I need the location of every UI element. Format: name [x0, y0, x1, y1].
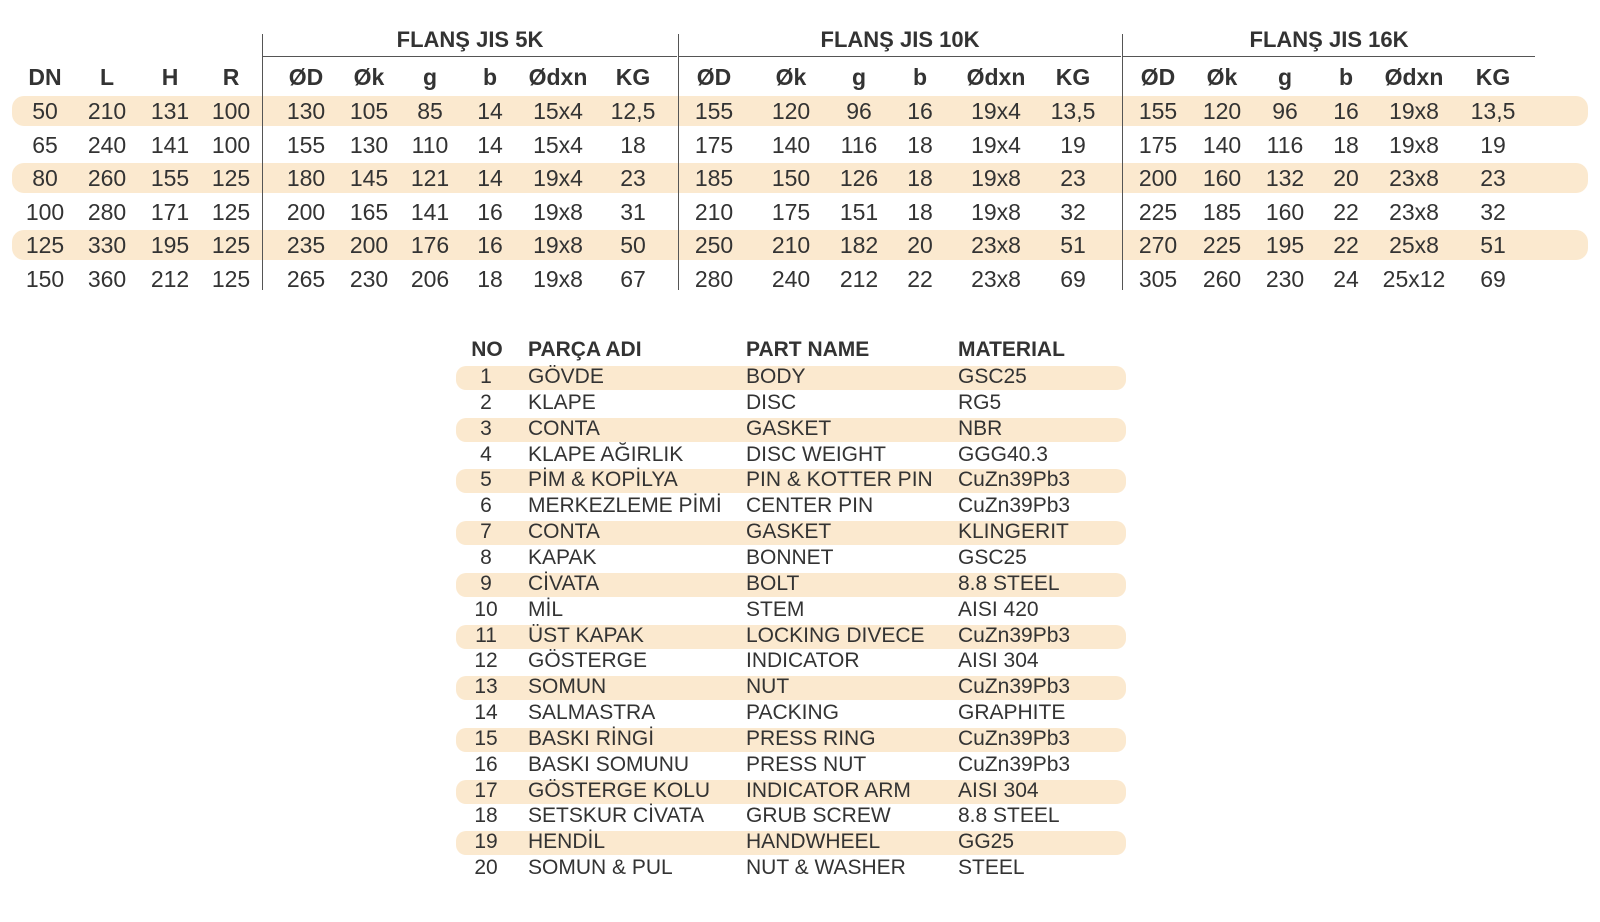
table-cell: 16 [474, 752, 498, 776]
table-cell: HENDİL [528, 830, 606, 854]
table-cell: PACKING [746, 701, 839, 725]
table-cell: BOLT [746, 571, 800, 595]
table-cell: 14 [474, 701, 498, 725]
table-cell: 305 [1138, 266, 1178, 292]
column-header: Øk [1206, 64, 1238, 90]
table-cell: 19x8 [971, 198, 1021, 225]
table-cell: 18 [907, 198, 933, 225]
table-cell: 8.8 STEEL [958, 804, 1060, 828]
table-cell: CuZn39Pb3 [958, 468, 1071, 492]
table-cell: 140 [771, 131, 811, 158]
group-underline [263, 56, 677, 57]
table-cell: GÖSTERGE [528, 649, 648, 673]
table-cell: RG5 [958, 390, 1002, 414]
table-cell: 16 [907, 98, 933, 124]
table-cell: 150 [771, 165, 811, 192]
table-cell: 19x8 [1389, 131, 1439, 158]
table-cell: 175 [771, 198, 811, 225]
table-cell: 18 [907, 165, 933, 192]
table-cell: 14 [477, 165, 503, 192]
table-cell: 32 [1060, 198, 1086, 225]
table-cell: ÜST KAPAK [528, 623, 644, 647]
table-cell: KAPAK [528, 545, 597, 569]
table-cell: 100 [25, 198, 65, 225]
table-cell: 171 [150, 198, 190, 225]
table-cell: 100 [211, 98, 251, 124]
table-cell: 16 [477, 232, 503, 259]
table-cell: 280 [87, 198, 127, 225]
table-cell: BONNET [746, 545, 834, 569]
column-header: Ødxn [528, 64, 588, 90]
table-cell: 100 [211, 131, 251, 158]
table-cell: DISC WEIGHT [746, 442, 886, 466]
table-cell: AISI 304 [958, 649, 1039, 673]
table-cell: 130 [349, 131, 389, 158]
table-cell: 240 [771, 266, 811, 292]
table-cell: 120 [771, 98, 811, 124]
table-cell: 15x4 [533, 98, 583, 124]
table-cell: 180 [286, 165, 326, 192]
table-cell: 22 [1333, 232, 1359, 259]
parts-list-table [456, 332, 1136, 892]
table-cell: GSC25 [958, 545, 1027, 569]
table-cell: 19x8 [533, 198, 583, 225]
table-cell: 125 [211, 266, 251, 292]
table-cell: BASKI SOMUNU [528, 752, 690, 776]
table-cell: 235 [286, 232, 326, 259]
table-cell: 110 [411, 131, 449, 158]
table-cell: 176 [410, 232, 450, 259]
column-header: b [1338, 64, 1354, 90]
column-header: g [851, 64, 867, 90]
table-cell: CuZn39Pb3 [958, 623, 1071, 647]
column-header: NO [471, 338, 503, 361]
table-cell: 19 [1060, 131, 1086, 158]
table-cell: 18 [1333, 131, 1359, 158]
column-header: g [422, 64, 438, 90]
table-cell: 212 [150, 266, 190, 292]
table-cell: 8.8 STEEL [958, 571, 1060, 595]
table-cell: 240 [87, 131, 127, 158]
table-cell: 121 [410, 165, 450, 192]
table-cell: DISC [746, 390, 797, 414]
group-underline [679, 56, 1121, 57]
group-title: FLANŞ JIS 16K [1249, 27, 1409, 52]
table-cell: 250 [694, 232, 734, 259]
table-cell: MİL [528, 597, 564, 621]
column-header: ØD [288, 64, 324, 90]
table-cell: 210 [694, 198, 734, 225]
table-cell: 13,5 [1470, 98, 1516, 124]
table-cell: 160 [1202, 165, 1242, 192]
column-header: ØD [696, 64, 732, 90]
table-cell: 19x4 [971, 98, 1021, 124]
table-cell: 165 [349, 198, 389, 225]
column-header: H [161, 64, 179, 90]
table-cell: 67 [620, 266, 646, 292]
table-cell: 210 [771, 232, 811, 259]
table-cell: 32 [1480, 198, 1506, 225]
column-header: Øk [353, 64, 385, 90]
table-cell: 20 [907, 232, 933, 259]
table-cell: SOMUN [528, 675, 607, 699]
table-cell: 9 [480, 571, 492, 595]
table-cell: 330 [87, 232, 127, 259]
table-cell: 155 [1138, 98, 1178, 124]
table-cell: INDICATOR ARM [746, 778, 911, 802]
table-cell: KLINGERIT [958, 520, 1069, 544]
table-cell: 23x8 [1389, 165, 1439, 192]
group-underline [1123, 56, 1535, 57]
table-cell: 140 [1202, 131, 1242, 158]
table-cell: 23x8 [971, 232, 1021, 259]
table-cell: 25x12 [1382, 266, 1446, 292]
table-cell: 65 [32, 131, 58, 158]
table-cell: NUT [746, 675, 790, 699]
column-header: MATERIAL [958, 338, 1065, 361]
table-cell: 18 [477, 266, 503, 292]
column-header: KG [1055, 64, 1091, 90]
table-cell: 5 [480, 468, 492, 492]
table-cell: 14 [477, 98, 503, 124]
table-cell: 3 [480, 416, 492, 440]
table-cell: 16 [477, 198, 503, 225]
table-cell: CuZn39Pb3 [958, 494, 1071, 518]
table-cell: 23x8 [1389, 198, 1439, 225]
table-cell: 13 [474, 675, 498, 699]
table-cell: 155 [694, 98, 734, 124]
table-cell: 80 [32, 165, 58, 192]
table-cell: LOCKING DIVECE [746, 623, 925, 647]
table-cell: 23 [620, 165, 646, 192]
table-cell: 155 [150, 165, 190, 192]
column-header: KG [615, 64, 651, 90]
table-cell: 12 [474, 649, 498, 673]
table-cell: 22 [907, 266, 933, 292]
table-cell: 125 [211, 198, 251, 225]
table-cell: CONTA [528, 416, 600, 440]
table-cell: KLAPE [528, 390, 596, 414]
table-cell: 15 [474, 726, 498, 750]
table-cell: 13,5 [1050, 98, 1096, 124]
table-cell: 230 [1265, 266, 1305, 292]
table-cell: 31 [620, 198, 646, 225]
column-header: KG [1475, 64, 1511, 90]
table-cell: 6 [480, 494, 492, 518]
table-cell: 116 [840, 131, 878, 158]
table-cell: 7 [480, 520, 492, 544]
table-cell: 155 [286, 131, 326, 158]
table-cell: 260 [1202, 266, 1242, 292]
column-header: Ødxn [1384, 64, 1444, 90]
table-cell: 200 [1138, 165, 1178, 192]
column-header: R [222, 64, 240, 90]
table-cell: 96 [1272, 98, 1298, 124]
table-cell: 10 [474, 597, 498, 621]
table-cell: 15x4 [533, 131, 583, 158]
table-cell: 130 [286, 98, 326, 124]
table-cell: GASKET [746, 416, 832, 440]
table-cell: 24 [1333, 266, 1359, 292]
column-header: Øk [775, 64, 807, 90]
table-cell: 19 [474, 830, 498, 854]
table-cell: 160 [1265, 198, 1305, 225]
table-cell: 19x8 [1389, 98, 1439, 124]
table-cell: 96 [846, 98, 872, 124]
column-header: ØD [1140, 64, 1176, 90]
column-header: DN [28, 64, 62, 90]
column-header: PART NAME [746, 338, 870, 361]
table-cell: 270 [1138, 232, 1178, 259]
flange-dimensions-table [12, 20, 1588, 302]
table-cell: 116 [1266, 131, 1304, 158]
table-cell: GG25 [958, 830, 1015, 854]
table-cell: PRESS NUT [746, 752, 867, 776]
table-cell: 141 [410, 198, 450, 225]
table-cell: 19x8 [533, 232, 583, 259]
table-cell: 200 [286, 198, 326, 225]
table-cell: 125 [211, 165, 251, 192]
table-cell: 210 [87, 98, 127, 124]
table-cell: 1 [480, 365, 492, 388]
table-cell: 69 [1480, 266, 1506, 292]
table-cell: 20 [1333, 165, 1359, 192]
table-cell: 126 [839, 165, 879, 192]
table-cell: 69 [1060, 266, 1086, 292]
table-cell: GRAPHITE [958, 701, 1066, 725]
table-cell: 23 [1480, 165, 1506, 192]
table-cell: PRESS RING [746, 726, 876, 750]
table-cell: 23 [1060, 165, 1086, 192]
table-cell: INDICATOR [746, 649, 860, 673]
table-cell: 19x4 [971, 131, 1021, 158]
table-cell: 225 [1202, 232, 1242, 259]
table-cell: 360 [87, 266, 127, 292]
table-cell: 50 [32, 98, 58, 124]
table-cell: 19x8 [971, 165, 1021, 192]
column-header: Ødxn [966, 64, 1026, 90]
column-header: b [912, 64, 928, 90]
table-cell: GÖSTERGE KOLU [528, 778, 711, 802]
table-cell: 19x4 [533, 165, 583, 192]
column-header: PARÇA ADI [528, 338, 642, 361]
table-cell: 22 [1333, 198, 1359, 225]
table-cell: 25x8 [1389, 232, 1439, 259]
table-cell: 12,5 [610, 98, 656, 124]
table-cell: GASKET [746, 520, 832, 544]
table-cell: 18 [907, 131, 933, 158]
table-cell: 85 [417, 98, 443, 124]
table-cell: 19 [1480, 131, 1506, 158]
table-cell: SOMUN & PUL [528, 856, 673, 880]
table-cell: 2 [480, 390, 492, 414]
table-cell: 14 [477, 131, 503, 158]
table-cell: 51 [1480, 232, 1506, 259]
table-cell: 151 [839, 198, 879, 225]
table-cell: GRUB SCREW [746, 804, 891, 828]
table-cell: KLAPE AĞIRLIK [528, 442, 684, 466]
table-cell: 195 [1265, 232, 1305, 259]
table-cell: 212 [839, 266, 879, 292]
column-header: b [482, 64, 498, 90]
table-cell: BODY [746, 365, 806, 388]
table-cell: AISI 420 [958, 597, 1039, 621]
table-cell: 8 [480, 545, 492, 569]
table-cell: PİM & KOPİLYA [528, 468, 678, 492]
table-cell: 4 [480, 442, 492, 466]
table-cell: SETSKUR CİVATA [528, 804, 705, 828]
table-cell: 150 [25, 266, 65, 292]
table-cell: GSC25 [958, 365, 1027, 388]
table-cell: 50 [620, 232, 646, 259]
table-cell: 182 [839, 232, 879, 259]
table-cell: STEM [746, 597, 805, 621]
group-title: FLANŞ JIS 5K [396, 27, 544, 52]
table-cell: PIN & KOTTER PIN [746, 468, 933, 492]
table-cell: NBR [958, 416, 1003, 440]
table-cell: CuZn39Pb3 [958, 752, 1071, 776]
table-cell: 105 [349, 98, 389, 124]
table-cell: 16 [1333, 98, 1359, 124]
table-cell: 18 [620, 131, 646, 158]
table-cell: 11 [475, 623, 497, 647]
table-cell: 132 [1265, 165, 1305, 192]
table-cell: 185 [1202, 198, 1242, 225]
group-title: FLANŞ JIS 10K [820, 27, 980, 52]
table-cell: NUT & WASHER [746, 856, 906, 880]
table-cell: CENTER PIN [746, 494, 874, 518]
table-cell: 206 [410, 266, 450, 292]
table-cell: HANDWHEEL [746, 830, 881, 854]
table-cell: 51 [1060, 232, 1086, 259]
table-cell: GGG40.3 [958, 442, 1048, 466]
table-cell: 225 [1138, 198, 1178, 225]
table-cell: 23x8 [971, 266, 1021, 292]
table-cell: 131 [150, 98, 190, 124]
table-cell: STEEL [958, 856, 1025, 880]
table-cell: CONTA [528, 520, 600, 544]
table-cell: 18 [474, 804, 498, 828]
table-cell: 145 [349, 165, 389, 192]
table-cell: CuZn39Pb3 [958, 675, 1071, 699]
table-cell: 195 [150, 232, 190, 259]
table-cell: 17 [474, 778, 498, 802]
table-cell: 280 [694, 266, 734, 292]
column-header: g [1277, 64, 1293, 90]
table-cell: 120 [1202, 98, 1242, 124]
table-cell: 230 [349, 266, 389, 292]
table-cell: 185 [694, 165, 734, 192]
table-cell: AISI 304 [958, 778, 1039, 802]
table-cell: GÖVDE [528, 365, 604, 388]
table-cell: 265 [286, 266, 326, 292]
table-cell: 125 [211, 232, 251, 259]
table-cell: CuZn39Pb3 [958, 726, 1071, 750]
table-cell: 200 [349, 232, 389, 259]
table-cell: SALMASTRA [528, 701, 656, 725]
column-header: L [99, 64, 115, 90]
table-cell: MERKEZLEME PİMİ [528, 494, 722, 518]
table-cell: 19x8 [533, 266, 583, 292]
table-cell: 260 [87, 165, 127, 192]
table-cell: BASKI RİNGİ [528, 726, 655, 750]
table-cell: 175 [694, 131, 734, 158]
table-cell: 175 [1138, 131, 1178, 158]
table-cell: CİVATA [528, 571, 600, 595]
table-cell: 141 [150, 131, 190, 158]
table-cell: 20 [474, 856, 498, 880]
table-cell: 125 [25, 232, 65, 259]
